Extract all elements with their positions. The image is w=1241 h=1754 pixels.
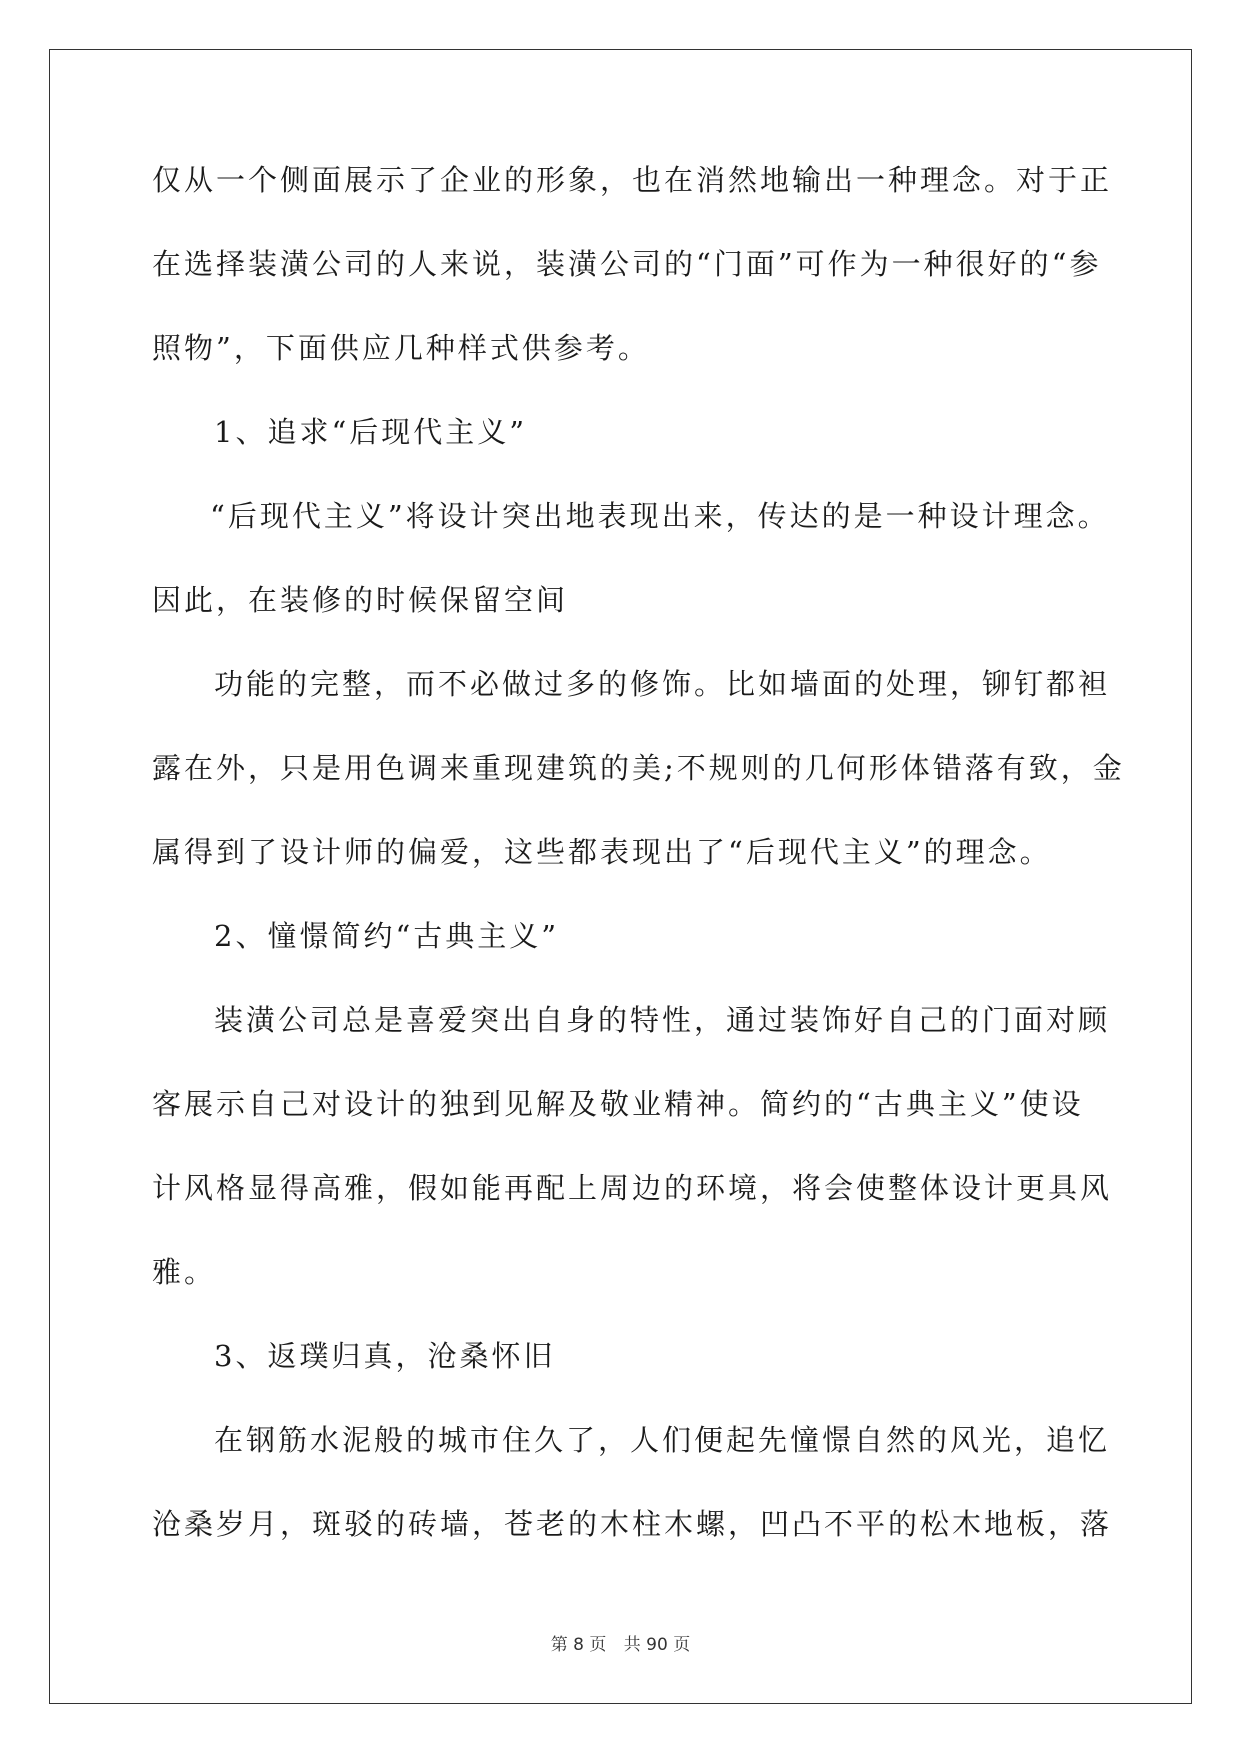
paragraph-line: 在选择装潢公司的人来说，装潢公司的“门面”可作为一种很好的“参	[152, 247, 1102, 281]
paragraph-line: 露在外，只是用色调来重现建筑的美;不规则的几何形体错落有致，金	[152, 751, 1125, 785]
section-heading: 3、返璞归真，沧桑怀旧	[214, 1339, 556, 1373]
page-number: 第 8 页	[550, 1635, 607, 1655]
paragraph-line: “后现代主义”将设计突出地表现出来，传达的是一种设计理念。	[210, 499, 1110, 533]
section-heading: 1、追求“后现代主义”	[214, 415, 528, 449]
paragraph-line: 因此，在装修的时候保留空间	[152, 583, 569, 617]
page-total: 共 90 页	[623, 1635, 691, 1655]
paragraph-line: 雅。	[152, 1255, 217, 1289]
paragraph-line: 功能的完整，而不必做过多的修饰。比如墙面的处理，铆钉都袒	[214, 667, 1111, 701]
paragraph-line: 属得到了设计师的偏爱，这些都表现出了“后现代主义”的理念。	[152, 835, 1052, 869]
paragraph-line: 沧桑岁月，斑驳的砖墙，苍老的木柱木螺，凹凸不平的松木地板，落	[152, 1507, 1113, 1541]
paragraph-line: 计风格显得高雅，假如能再配上周边的环境，将会使整体设计更具风	[152, 1171, 1113, 1205]
paragraph-line: 客展示自己对设计的独到见解及敬业精神。简约的“古典主义”使设	[152, 1087, 1084, 1121]
paragraph-line: 照物”，下面供应几种样式供参考。	[152, 331, 650, 365]
section-heading: 2、憧憬简约“古典主义”	[214, 919, 560, 953]
paragraph-line: 在钢筋水泥般的城市住久了，人们便起先憧憬自然的风光，追忆	[214, 1423, 1111, 1457]
page-footer	[0, 1630, 1241, 1655]
paragraph-line: 装潢公司总是喜爱突出自身的特性，通过装饰好自己的门面对顾	[214, 1003, 1111, 1037]
paragraph-line: 仅从一个侧面展示了企业的形象，也在消然地输出一种理念。对于正	[152, 163, 1113, 197]
